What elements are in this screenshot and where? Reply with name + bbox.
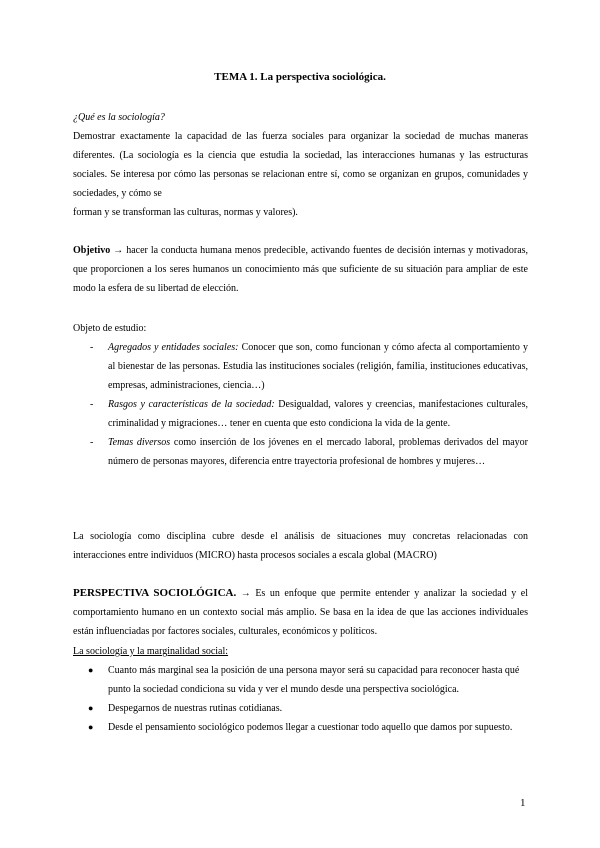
marginality-heading: La sociología y la marginalidad social: [73, 646, 229, 657]
bullet-icon: ● [88, 665, 94, 675]
marginality-list [73, 661, 528, 737]
perspective-text: Es un enfoque que permite entender y analizar la sociedad y el comportamiento humano en un contexto social más amplio. Se basa en la idea de que las acciones individuales están influenciadas por factores sociales, culturales, económicos y políticos. [73, 588, 528, 637]
list-item [73, 433, 528, 471]
item-term: Agregados y entidades sociales: [108, 342, 239, 353]
item-text: como inserción de los jóvenes en el mercado laboral, problemas derivados del mayor número de personas mayores, diferencia entre trayectoria profesional de hombres y mujeres… [108, 437, 529, 467]
bullet-icon: ● [88, 703, 94, 713]
list-item [73, 395, 528, 433]
bullet-text: Cuanto más marginal sea la posición de una persona mayor será su capacidad para reconocer hasta qué punto la sociedad condiciona su vida y ver el mundo desde una perspectiva sociológica. [108, 665, 520, 695]
list-item [73, 718, 528, 737]
study-list [73, 338, 528, 471]
item-term: Temas diversos [108, 437, 171, 448]
item-text: Conocer que son, como funcionan y cómo afecta al comportamiento y al bienestar de las personas. Estudia las instituciones sociales (religión, familia, instituciones educativas, empresas, administraciones, ciencia…) [108, 342, 528, 391]
list-item [73, 661, 528, 699]
page-number: 1 [520, 797, 526, 809]
item-term: Rasgos y características de la sociedad: [108, 399, 275, 410]
bullet-text: Despegarnos de nuestras rutinas cotidianas. [108, 703, 283, 714]
study-heading: Objeto de estudio: [73, 323, 147, 334]
intro-question: ¿Qué es la sociología? [73, 112, 165, 123]
objective-paragraph [73, 241, 528, 298]
dash-icon: - [90, 399, 94, 410]
study-section [73, 319, 528, 471]
perspective-section [73, 584, 528, 641]
objective-label: Objetivo [73, 245, 111, 256]
bullet-icon: ● [88, 722, 94, 732]
page-title: TEMA 1. La perspectiva sociológica. [214, 71, 386, 83]
list-item [73, 338, 528, 395]
dash-icon: - [90, 437, 94, 448]
intro-section [73, 108, 528, 222]
intro-paragraph-end: forman y se transforman las culturas, normas y valores). [73, 207, 298, 218]
objective-text: hacer la conducta humana menos predecible, activando fuentes de decisión internas y motivadoras, que proporcionen a los seres humanos un conocimiento más que suficiente de su situación para ampliar de este modo la esfera de su libertad de elección. [73, 245, 529, 294]
discipline-paragraph: La sociología como disciplina cubre desde el análisis de situaciones muy concretas relacionadas con interacciones entre individuos (MICRO) hasta procesos sociales a escala global (MACRO) [73, 531, 528, 561]
arrow-icon: → [113, 245, 124, 256]
dash-icon: - [90, 342, 94, 353]
arrow-icon: → [240, 588, 251, 599]
item-text: Desigualdad, valores y creencias, manifestaciones culturales, criminalidad y migraciones… tener en cuenta que esto condiciona la vida de la gente. [108, 399, 528, 429]
perspective-heading: PERSPECTIVA SOCIOLÓGICA. [73, 587, 237, 599]
list-item [73, 699, 528, 718]
marginality-section [73, 642, 528, 737]
bullet-text: Desde el pensamiento sociológico podemos llegar a cuestionar todo aquello que damos por supuesto. [108, 722, 513, 733]
intro-paragraph: Demostrar exactamente la capacidad de las fuerza sociales para organizar la sociedad de muchas maneras diferentes. (La sociología es la ciencia que estudia la sociedad, las interacciones humanas y las estructuras sociales. Se interesa por cómo las personas se relacionan entre sí, como se organizan en grupos, comunidades y sociedades, y cómo se [73, 131, 528, 199]
